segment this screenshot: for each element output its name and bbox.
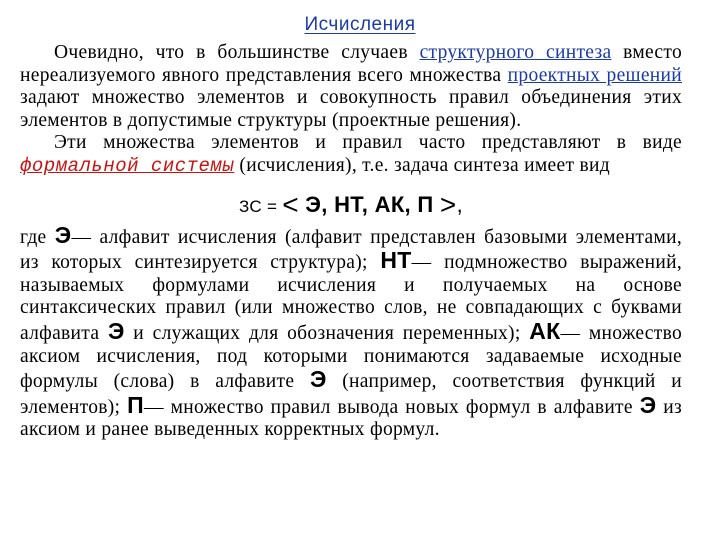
text-run: — множество аксиом исчисления, под которыми понимаются задаваемые исходные формулы (слова) в алфавите <box>20 322 682 393</box>
text-run: — подмножество выражений, называемых формулами исчисления и получаемых на основе синтаксических правил (или множество слов, не совпадающих с буквами алфавита <box>20 252 682 344</box>
text-run: где <box>20 226 55 248</box>
text-run: Очевидно, что в большинстве случаев <box>54 42 420 63</box>
paragraph-formal-system <box>20 132 682 177</box>
text-run: и служащих для обозначения переменных); <box>124 322 530 344</box>
symbol-alphabet: Э <box>54 221 72 248</box>
link-formal-system[interactable]: формальной системы <box>20 154 235 177</box>
formula-body: Э, НТ, АК, П <box>298 191 440 217</box>
symbol-nt: НТ <box>380 247 412 274</box>
paragraph-intro <box>20 42 682 132</box>
text-run: — множество правил вывода новых формул в алфавите <box>143 396 640 418</box>
body-text <box>20 42 682 442</box>
link-structural-synthesis[interactable]: структурного синтеза <box>419 42 612 63</box>
link-design-solutions[interactable]: проектных решений <box>507 64 683 86</box>
formula-tail: , <box>456 191 463 217</box>
formula-lhs: ЗС = <box>239 196 283 216</box>
paragraph-definitions <box>20 221 682 442</box>
slide-title: Исчисления <box>304 14 416 35</box>
formula-open-bracket: < <box>282 188 299 220</box>
text-run: — алфавит исчисления (алфавит представлен базовыми элементами, из которых синтезируется структура); <box>20 226 682 274</box>
symbol-ak: АК <box>529 317 561 344</box>
symbol-alphabet: Э <box>107 317 125 344</box>
synthesis-formula <box>20 188 682 220</box>
text-run: вместо нереализуемого явного представления всего множества <box>20 42 682 86</box>
text-run: задают множество элементов и совокупность правил объединения этих элементов в допустимые структуры (проектные решения). <box>20 87 682 131</box>
symbol-alphabet: Э <box>309 366 327 393</box>
text-run: (исчисления), т.е. задача синтеза имеет вид <box>234 154 610 176</box>
text-run: из аксиом и ранее выведенных корректных формул. <box>20 396 682 441</box>
text-run: Эти множества элементов и правил часто представляют в виде <box>54 132 682 154</box>
text-run: (например, соответствия функций и элементов); <box>20 371 682 418</box>
symbol-alphabet: Э <box>639 391 657 418</box>
symbol-p: П <box>127 391 144 418</box>
formula-close-bracket: > <box>439 188 457 220</box>
